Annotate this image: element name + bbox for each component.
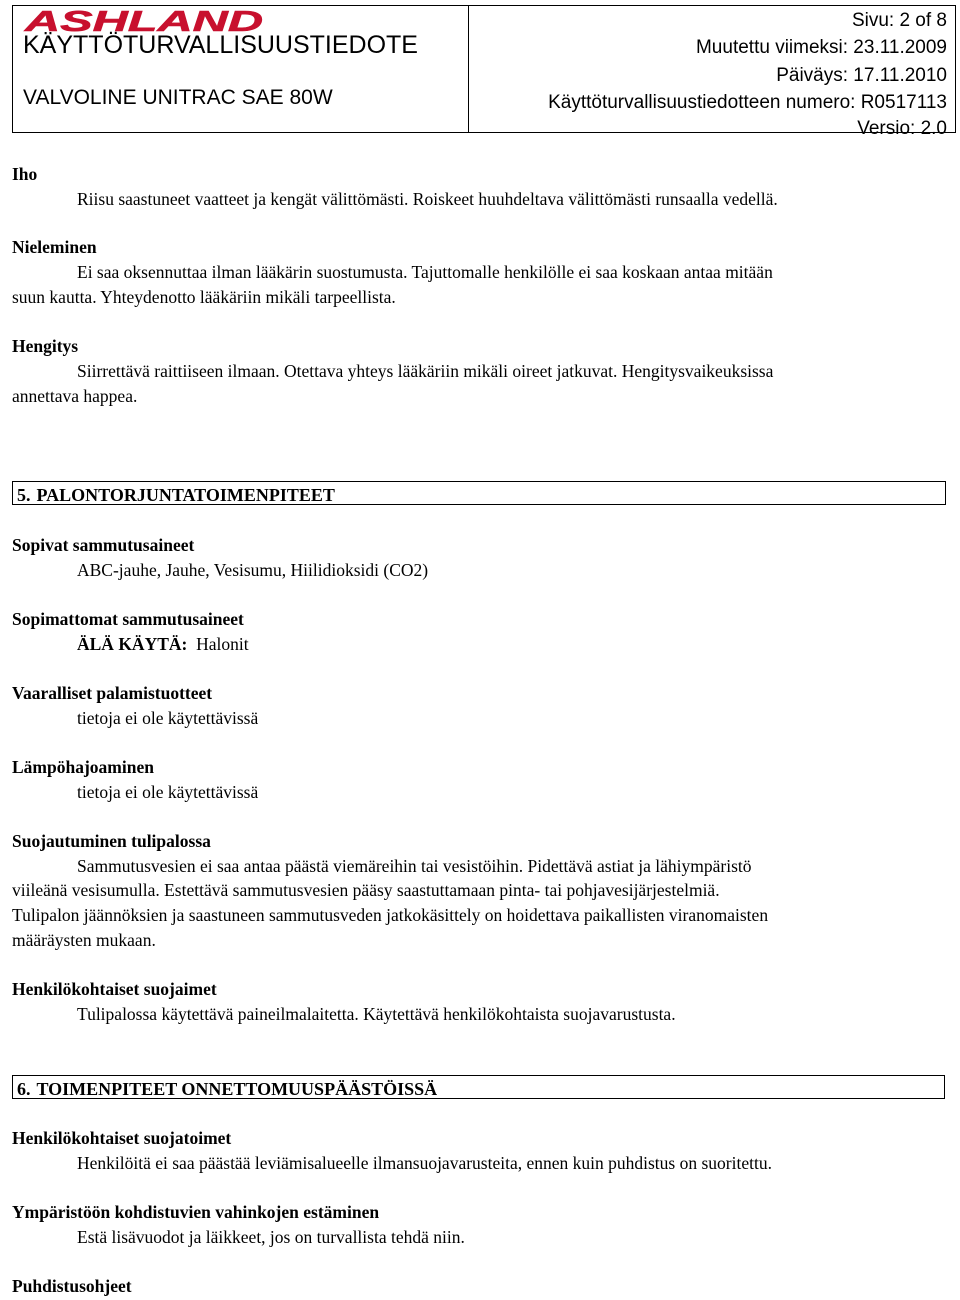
thermal-decomposition-heading: Lämpöhajoaminen bbox=[12, 757, 154, 777]
section-5-title: PALONTORJUNTATOIMENPITEET bbox=[36, 485, 335, 505]
suitable-media-text: ABC-jauhe, Jauhe, Vesisumu, Hiilidioksidi (CO2) bbox=[77, 560, 429, 580]
ppe-text: Tulipalossa käytettävä paineilmalaitetta. Käytettävä henkilökohtaista suojavarustusta. bbox=[77, 1004, 676, 1024]
suitable-media-heading: Sopivat sammutusaineet bbox=[12, 535, 195, 555]
do-not-use-label: ÄLÄ KÄYTÄ: bbox=[77, 634, 188, 654]
personal-precautions-text: Henkilöitä ei saa päästää leviämisalueelle ilmansuojavarusteita, ennen kuin puhdistus on suoritettu. bbox=[77, 1153, 772, 1173]
ppe-heading: Henkilökohtaiset suojaimet bbox=[12, 979, 217, 999]
section-6-heading bbox=[12, 1075, 945, 1099]
issue-date: Päiväys: 17.11.2010 bbox=[776, 65, 947, 86]
hazardous-products-text: tietoja ei ole käytettävissä bbox=[77, 708, 259, 728]
fire-protection-text-line-3: Tulipalon jäännöksien ja saastuneen sammutusveden jatkokäsittely on hoidettava paikallisten viranomaisten bbox=[12, 905, 769, 925]
sds-number: Käyttöturvallisuustiedotteen numero: R0517113 bbox=[548, 92, 947, 113]
revised-date: Muutettu viimeksi: 23.11.2009 bbox=[695, 37, 947, 58]
skin-text: Riisu saastuneet vaatteet ja kengät välittömästi. Roiskeet huuhdeltava välittömästi runsaalla vedellä. bbox=[77, 189, 778, 209]
document-header bbox=[12, 5, 956, 139]
personal-precautions-heading: Henkilökohtaiset suojatoimet bbox=[12, 1128, 232, 1148]
ingestion-text-line-2: suun kautta. Yhteydenotto lääkäriin mikäli tarpeellista. bbox=[12, 287, 396, 307]
section-5-number: 5. bbox=[17, 485, 31, 505]
version-number: Versio: 2.0 bbox=[857, 118, 947, 139]
inhalation-text-line-2: annettava happea. bbox=[12, 386, 138, 406]
inhalation-heading: Hengitys bbox=[12, 336, 79, 356]
thermal-decomposition-text: tietoja ei ole käytettävissä bbox=[77, 782, 259, 802]
header-left-panel bbox=[13, 6, 469, 132]
ingestion-heading: Nieleminen bbox=[12, 237, 97, 257]
unsuitable-media-heading: Sopimattomat sammutusaineet bbox=[12, 609, 244, 629]
logo-wordmark: ASHLAND bbox=[23, 8, 264, 34]
unsuitable-media-line bbox=[77, 636, 249, 654]
ingestion-text-line-1: Ei saa oksennuttaa ilman lääkärin suostumusta. Tajuttomalle henkilölle ei saa koskaan antaa mitään bbox=[77, 262, 773, 282]
document-title: KÄYTTÖTURVALLISUUSTIEDOTE bbox=[23, 31, 418, 59]
environmental-precautions-text: Estä lisävuodot ja läikkeet, jos on turvallista tehdä niin. bbox=[77, 1227, 465, 1247]
unsuitable-media-text: Halonit bbox=[196, 634, 249, 654]
section-6-number: 6. bbox=[17, 1079, 31, 1099]
skin-heading: Iho bbox=[12, 164, 38, 184]
product-name: VALVOLINE UNITRAC SAE 80W bbox=[23, 86, 333, 109]
environmental-precautions-heading: Ympäristöön kohdistuvien vahinkojen estäminen bbox=[12, 1202, 380, 1222]
inhalation-text-line-1: Siirrettävä raittiiseen ilmaan. Otettava yhteys lääkäriin mikäli oireet jatkuvat. Hengitysvaikeuksissa bbox=[77, 361, 774, 381]
hazardous-products-heading: Vaaralliset palamistuotteet bbox=[12, 683, 213, 703]
fire-protection-text-line-4: määräysten mukaan. bbox=[12, 930, 156, 950]
cleanup-methods-heading: Puhdistusohjeet bbox=[12, 1276, 132, 1296]
page-number: Sivu: 2 of 8 bbox=[851, 10, 947, 31]
section-6-title: TOIMENPITEET ONNETTOMUUSPÄÄSTÖISSÄ bbox=[36, 1079, 438, 1099]
fire-protection-heading: Suojautuminen tulipalossa bbox=[12, 831, 211, 851]
section-5-heading bbox=[12, 481, 946, 505]
fire-protection-text-line-2: viileänä vesisumulla. Estettävä sammutusvesien pääsy saastuttamaan pinta- tai pohjavesijärjestelmiä. bbox=[12, 880, 720, 900]
fire-protection-text-line-1: Sammutusvesien ei saa antaa päästä viemäreihin tai vesistöihin. Pidettävä astiat ja lähiympäristö bbox=[77, 856, 752, 876]
